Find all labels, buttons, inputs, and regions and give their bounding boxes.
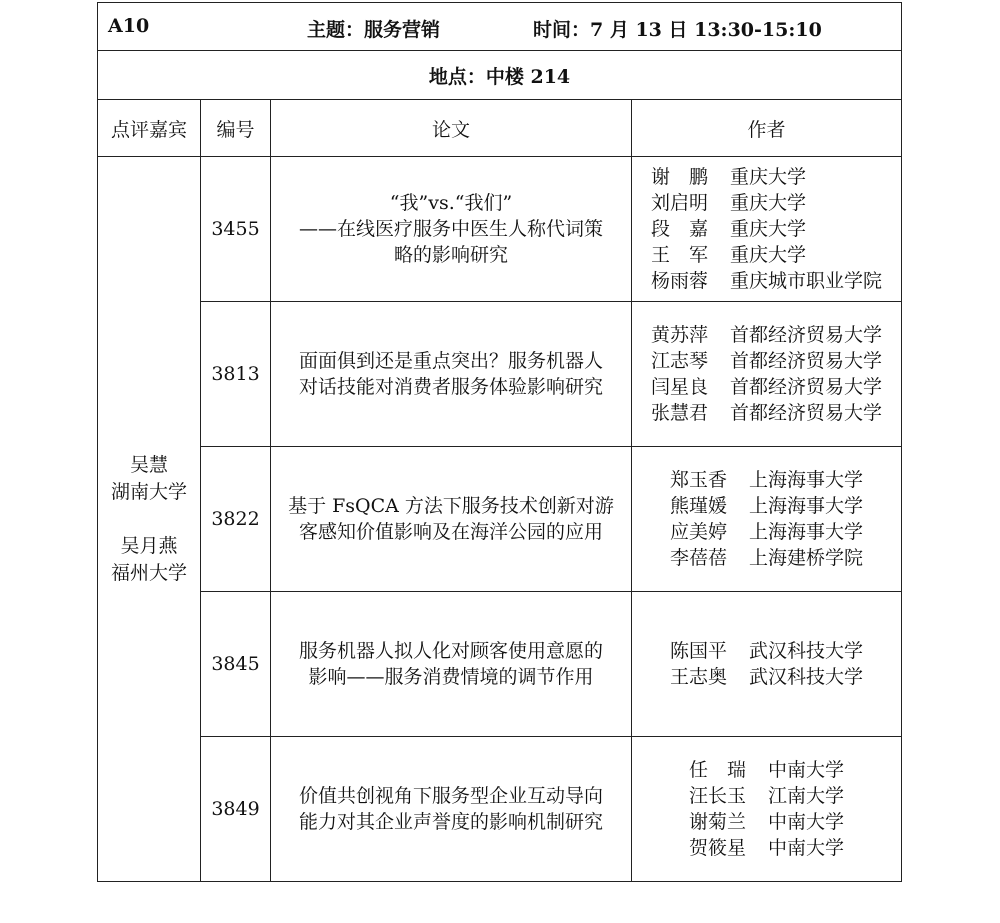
author-name: 贺筱星 <box>688 837 746 859</box>
author-name: 江志琴 <box>650 350 708 372</box>
paper-row <box>98 447 902 592</box>
author-list <box>689 757 844 861</box>
author-affiliation: 重庆大学 <box>730 192 807 214</box>
paper-number: 3822 <box>201 447 271 592</box>
author-affiliation: 中南大学 <box>768 759 845 781</box>
author-name: 陈国平 <box>669 640 727 662</box>
paper-title-line: 价值共创视角下服务型企业互动导向 <box>298 785 603 807</box>
paper-title-line: ——在线医疗服务中医生人称代词策 <box>298 218 603 240</box>
author-affiliation: 首都经济贸易大学 <box>730 402 883 424</box>
paper-row <box>98 302 902 447</box>
author-name: 刘启明 <box>650 192 708 214</box>
author-affiliation: 重庆大学 <box>730 218 807 240</box>
paper-authors <box>632 157 902 302</box>
paper-authors <box>632 447 902 592</box>
session-topic: 主题：服务营销 <box>307 19 441 41</box>
author-entry <box>651 374 882 400</box>
reviewer-affiliation: 湖南大学 <box>110 480 187 503</box>
paper-authors <box>632 302 902 447</box>
author-entry <box>651 190 882 216</box>
paper-title-line: 客感知价值影响及在海洋公园的应用 <box>298 521 603 543</box>
paper-title <box>271 157 632 302</box>
author-affiliation: 首都经济贸易大学 <box>730 324 883 346</box>
reviewer-name: 吴慧 <box>129 453 168 476</box>
author-list <box>651 322 882 426</box>
paper-number: 3813 <box>201 302 271 447</box>
paper-authors <box>632 737 902 882</box>
author-name: 王志奥 <box>669 666 727 688</box>
reviewer-name: 吴月燕 <box>120 534 178 557</box>
author-name: 任 瑞 <box>688 759 746 781</box>
author-affiliation: 上海海事大学 <box>749 495 864 517</box>
author-entry <box>651 242 882 268</box>
author-entry <box>651 400 882 426</box>
author-affiliation: 江南大学 <box>768 785 845 807</box>
author-list <box>670 467 863 571</box>
author-name: 应美婷 <box>669 521 727 543</box>
session-venue: 地点：中楼 214 <box>98 51 902 100</box>
column-header-number: 编号 <box>201 100 271 157</box>
author-name: 汪长玉 <box>688 785 746 807</box>
paper-title-line: 基于 FsQCA 方法下服务技术创新对游 <box>288 495 614 517</box>
author-affiliation: 上海建桥学院 <box>749 547 864 569</box>
session-code: A10 <box>108 15 150 37</box>
reviewer-affiliation: 福州大学 <box>110 561 187 584</box>
author-name: 杨雨蓉 <box>650 270 708 292</box>
paper-title-line: 对话技能对消费者服务体验影响研究 <box>298 376 603 398</box>
reviewer-spacer <box>98 506 200 533</box>
author-affiliation: 中南大学 <box>768 837 845 859</box>
author-name: 闫星良 <box>650 376 708 398</box>
paper-title-line: 服务机器人拟人化对顾客使用意愿的 <box>298 640 603 662</box>
author-entry <box>670 664 863 690</box>
author-name: 黄苏萍 <box>650 324 708 346</box>
author-entry <box>651 216 882 242</box>
author-name: 谢菊兰 <box>688 811 746 833</box>
session-header-row <box>98 3 902 51</box>
author-affiliation: 首都经济贸易大学 <box>730 376 883 398</box>
author-affiliation: 上海海事大学 <box>749 469 864 491</box>
paper-title-line: “我”vs.“我们” <box>389 192 513 214</box>
reviewer-cell <box>98 157 201 882</box>
session-time: 时间：7 月 13 日 13:30-15:10 <box>533 19 822 41</box>
column-header-row <box>98 100 902 157</box>
paper-title <box>271 447 632 592</box>
paper-title-line: 能力对其企业声誉度的影响机制研究 <box>298 811 603 833</box>
author-entry <box>670 638 863 664</box>
author-affiliation: 重庆城市职业学院 <box>730 270 883 292</box>
author-entry <box>651 322 882 348</box>
paper-number: 3455 <box>201 157 271 302</box>
author-name: 张慧君 <box>650 402 708 424</box>
author-entry <box>689 757 844 783</box>
paper-title <box>271 592 632 737</box>
author-entry <box>689 809 844 835</box>
author-name: 段 嘉 <box>650 218 708 240</box>
author-entry <box>670 493 863 519</box>
author-name: 谢 鹏 <box>650 166 708 188</box>
author-name: 郑玉香 <box>669 469 727 491</box>
author-name: 李蓓蓓 <box>669 547 727 569</box>
author-name: 熊瑾媛 <box>669 495 727 517</box>
author-entry <box>651 348 882 374</box>
paper-number: 3845 <box>201 592 271 737</box>
author-entry <box>689 783 844 809</box>
author-affiliation: 上海海事大学 <box>749 521 864 543</box>
author-affiliation: 重庆大学 <box>730 244 807 266</box>
paper-number: 3849 <box>201 737 271 882</box>
author-affiliation: 首都经济贸易大学 <box>730 350 883 372</box>
paper-row <box>98 157 902 302</box>
author-name: 王 军 <box>650 244 708 266</box>
author-entry <box>670 519 863 545</box>
paper-row <box>98 592 902 737</box>
author-list <box>651 164 882 294</box>
paper-authors <box>632 592 902 737</box>
author-entry <box>651 164 882 190</box>
paper-title <box>271 737 632 882</box>
paper-title <box>271 302 632 447</box>
author-affiliation: 中南大学 <box>768 811 845 833</box>
author-list <box>670 638 863 690</box>
author-entry <box>670 545 863 571</box>
paper-title-line: 影响——服务消费情境的调节作用 <box>308 666 594 688</box>
author-affiliation: 重庆大学 <box>730 166 807 188</box>
paper-title-line: 面面俱到还是重点突出？服务机器人 <box>298 350 603 372</box>
author-affiliation: 武汉科技大学 <box>749 666 864 688</box>
paper-title-line: 略的影响研究 <box>393 244 508 266</box>
column-header-paper: 论文 <box>271 100 632 157</box>
paper-row <box>98 737 902 882</box>
session-schedule-table <box>97 2 902 882</box>
column-header-reviewer: 点评嘉宾 <box>98 100 201 157</box>
paper-rows <box>98 157 902 882</box>
column-header-authors: 作者 <box>632 100 902 157</box>
author-affiliation: 武汉科技大学 <box>749 640 864 662</box>
author-entry <box>670 467 863 493</box>
session-venue-row <box>98 51 902 100</box>
author-entry <box>651 268 882 294</box>
author-entry <box>689 835 844 861</box>
